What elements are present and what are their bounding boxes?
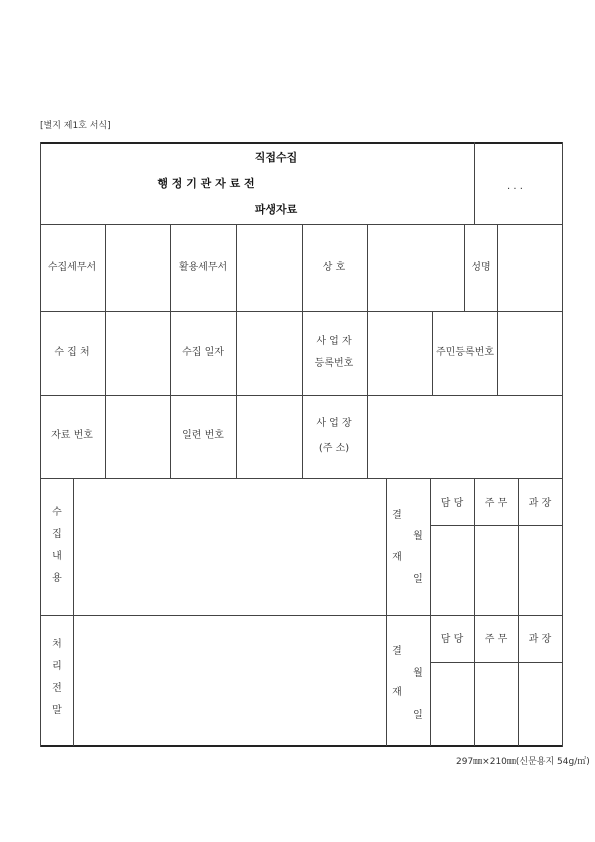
label-collect-date: 수집 일자 — [182, 347, 224, 358]
label-approval-2: 재 — [392, 552, 402, 563]
header-title: 행 정 기 관 자 료 전 — [157, 177, 255, 190]
label-collection-content: 수 집 내 용 — [52, 507, 62, 584]
label-biz-reg-line2: 등록번호 — [314, 358, 354, 369]
field-source[interactable] — [106, 312, 170, 395]
paper-spec-note: 297㎜×210㎜(신문용지 54g/㎡) — [456, 757, 590, 767]
label-data-no: 자료 번호 — [51, 430, 93, 441]
field-collecting-office[interactable] — [106, 225, 170, 311]
label-approval-1: 결 — [392, 510, 402, 521]
label-workplace-line1: 사 업 장 — [316, 418, 352, 429]
sign-box-in-charge[interactable] — [431, 526, 474, 615]
label-month-2: 월 — [413, 668, 423, 679]
field-trade-name[interactable] — [368, 225, 464, 311]
role-in-charge: 담 당 — [440, 498, 464, 509]
label-approval-4: 재 — [392, 687, 402, 698]
label-serial-no: 일련 번호 — [182, 430, 224, 441]
sign-box-chief-2[interactable] — [475, 663, 518, 745]
role-chief: 주 무 — [484, 498, 508, 509]
header-date: . . . — [507, 181, 523, 192]
field-processing-delivery[interactable] — [74, 616, 386, 745]
sign-box-chief[interactable] — [475, 526, 518, 615]
form-label: [별지 제1호 서식] — [40, 121, 111, 131]
header-direct-collection: 직접수집 — [254, 151, 298, 164]
label-source: 수 집 처 — [54, 347, 90, 358]
label-name: 성명 — [471, 262, 491, 273]
label-biz-reg-line1: 사 업 자 — [316, 336, 352, 347]
field-resident-number[interactable] — [498, 312, 562, 395]
field-name[interactable] — [498, 225, 562, 311]
label-month: 월 — [413, 531, 423, 542]
label-resident-no: 주민등록번호 — [436, 347, 494, 358]
role-section-head: 과 장 — [528, 498, 552, 509]
label-approval-3: 결 — [392, 646, 402, 657]
field-using-office[interactable] — [237, 225, 302, 311]
field-biz-reg-number[interactable] — [368, 312, 432, 395]
header-derived-data: 파생자료 — [254, 203, 298, 216]
label-day-2: 일 — [413, 710, 423, 721]
field-collect-date[interactable] — [237, 312, 302, 395]
label-using-office: 활용세무서 — [178, 262, 228, 273]
sign-box-section-head[interactable] — [519, 526, 562, 615]
role-chief-2: 주 무 — [484, 634, 508, 645]
role-section-head-2: 과 장 — [528, 634, 552, 645]
field-workplace-address[interactable] — [368, 396, 562, 478]
field-data-no[interactable] — [106, 396, 170, 478]
sign-box-section-head-2[interactable] — [519, 663, 562, 745]
sign-box-in-charge-2[interactable] — [431, 663, 474, 745]
label-workplace-line2: (주 소) — [318, 443, 350, 454]
field-serial-no[interactable] — [237, 396, 302, 478]
label-collecting-office: 수집세무서 — [47, 262, 97, 273]
label-day: 일 — [413, 574, 423, 585]
label-processing-delivery: 처 리 전 말 — [52, 639, 62, 716]
label-trade-name: 상 호 — [322, 262, 346, 273]
role-in-charge-2: 담 당 — [440, 634, 464, 645]
field-collection-content[interactable] — [74, 479, 386, 615]
